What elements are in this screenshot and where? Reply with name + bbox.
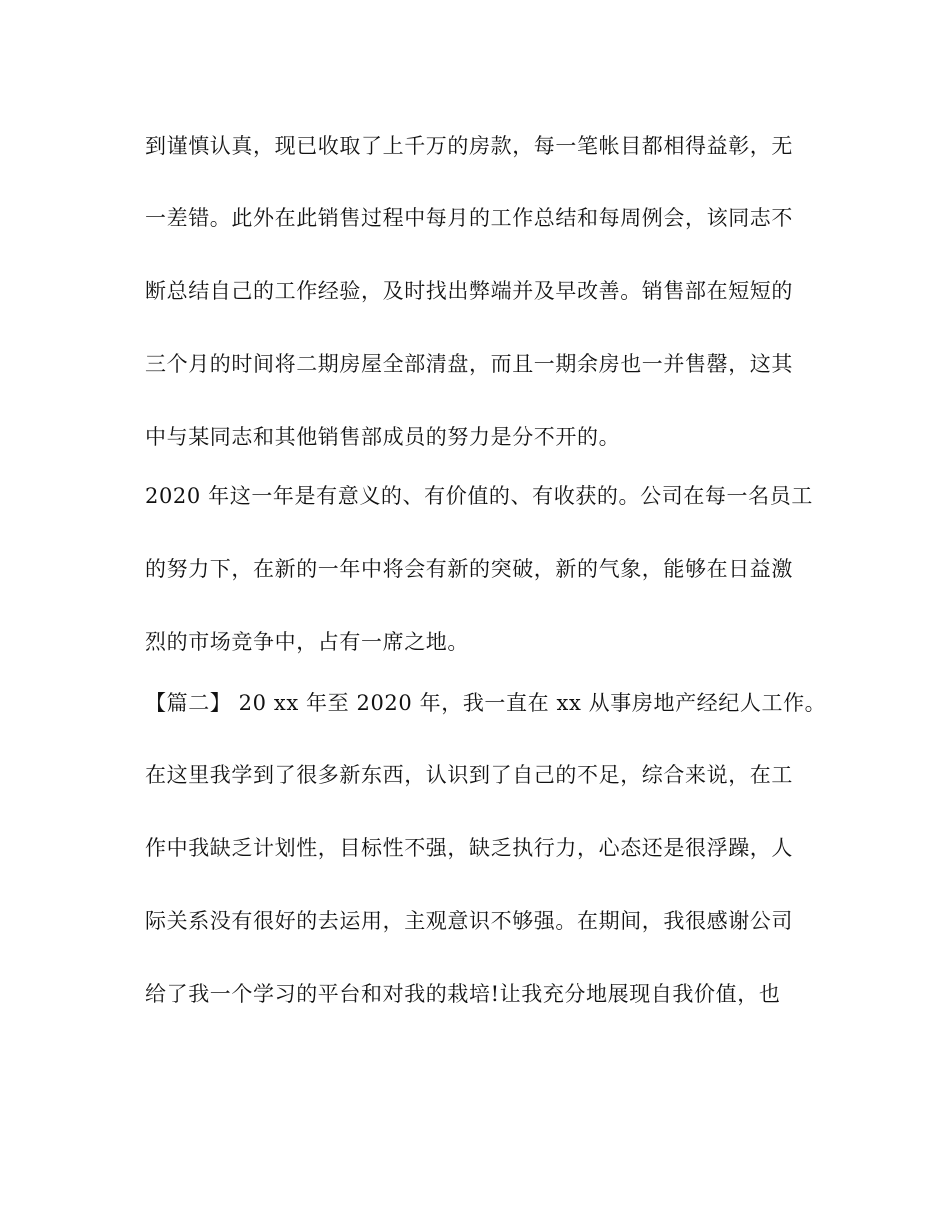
text-line-2: 一差错。此外在此销售过程中每月的工作总结和每周例会，该同志不 bbox=[145, 206, 793, 230]
text-line-8: 烈的市场竞争中，占有一席之地。 bbox=[145, 630, 469, 654]
text-line-9: 【篇二】 20 xx 年至 2020 年，我一直在 xx 从事房地产经纪人工作。 bbox=[145, 691, 827, 715]
text-line-10: 在这里我学到了很多新东西，认识到了自己的不足，综合来说，在工 bbox=[145, 763, 793, 787]
text-line-12: 际关系没有很好的去运用，主观意识不够强。在期间，我很感谢公司 bbox=[145, 909, 793, 933]
text-line-4: 三个月的时间将二期房屋全部清盘，而且一期余房也一并售罄，这其 bbox=[145, 352, 793, 376]
text-line-7: 的努力下，在新的一年中将会有新的突破，新的气象，能够在日益激 bbox=[145, 557, 793, 581]
text-line-11: 作中我缺乏计划性，目标性不强，缺乏执行力，心态还是很浮躁，人 bbox=[145, 836, 793, 860]
text-line-6: 2020 年这一年是有意义的、有价值的、有收获的。公司在每一名员工 bbox=[145, 484, 813, 508]
text-line-5: 中与某同志和其他销售部成员的努力是分不开的。 bbox=[145, 425, 621, 449]
text-line-3: 断总结自己的工作经验，及时找出弊端并及早改善。销售部在短短的 bbox=[145, 279, 793, 303]
text-line-1: 到谨慎认真，现已收取了上千万的房款，每一笔帐目都相得益彰，无 bbox=[145, 134, 793, 158]
text-line-13: 给了我一个学习的平台和对我的栽培!让我充分地展现自我价值，也 bbox=[145, 982, 781, 1006]
